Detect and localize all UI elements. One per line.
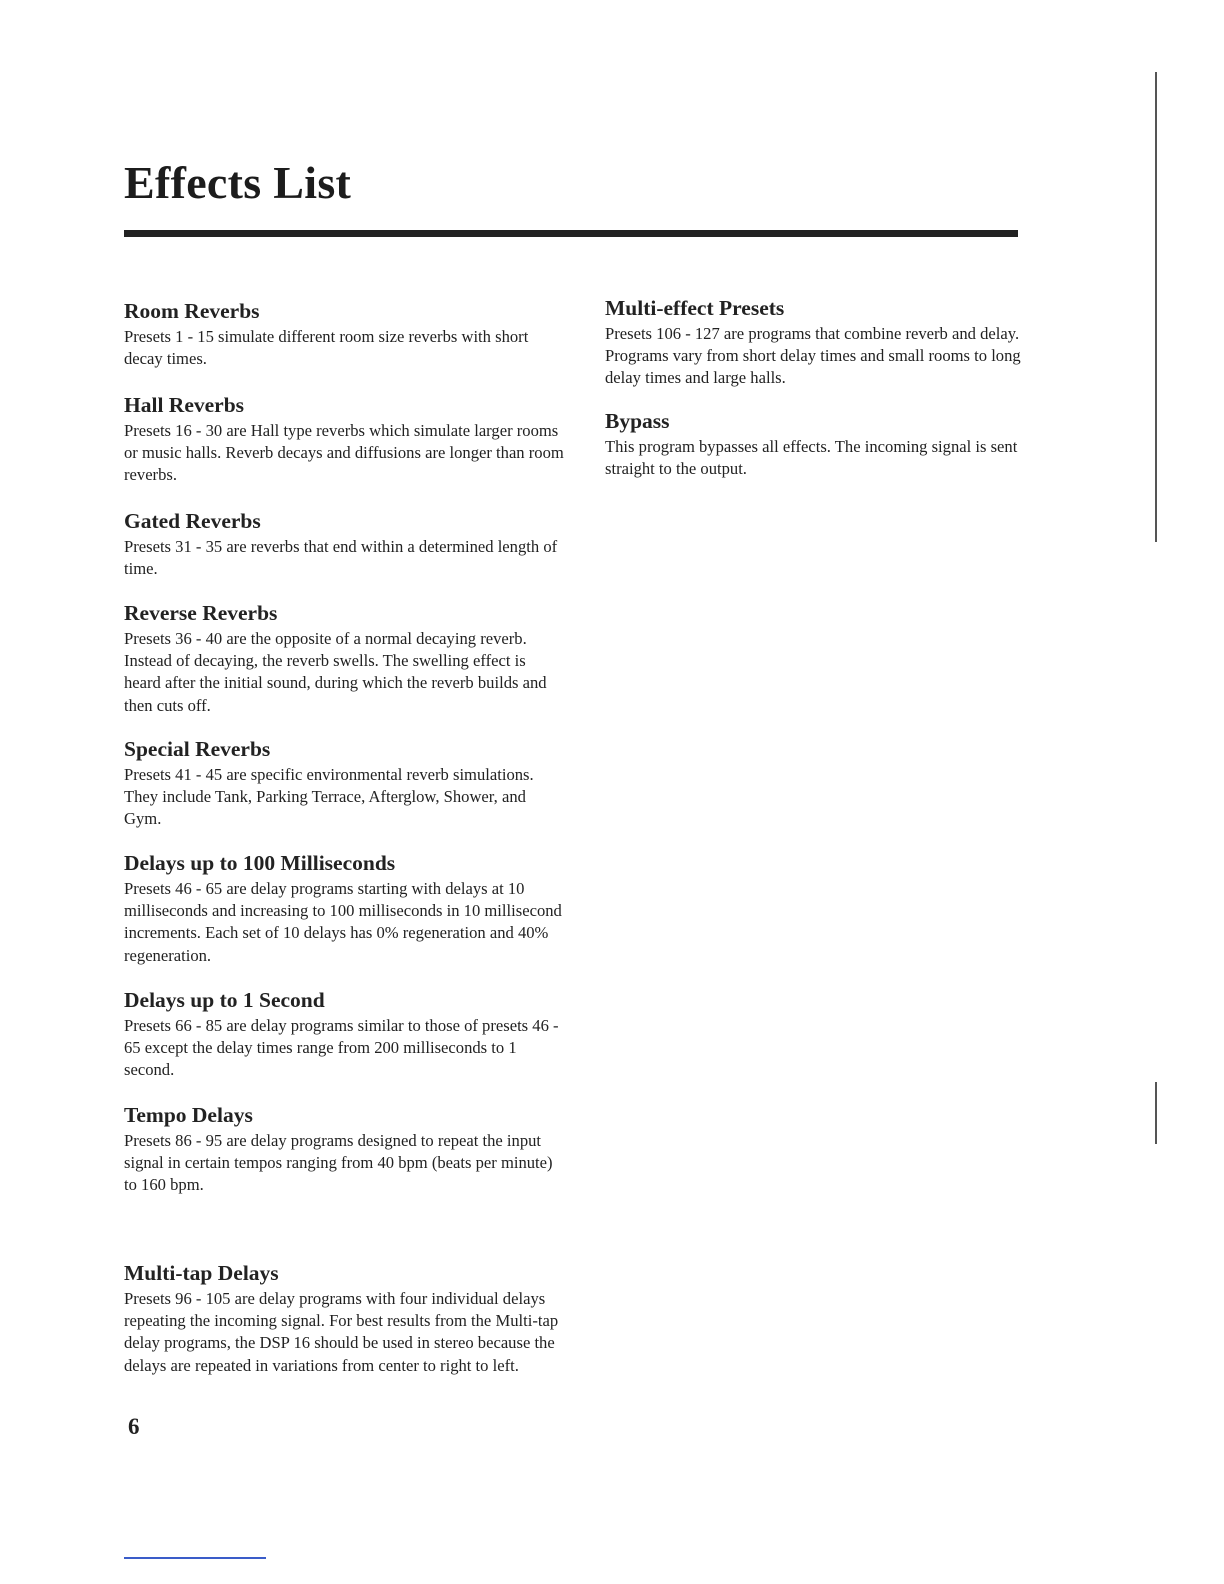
section-heading: Delays up to 1 Second — [124, 988, 325, 1012]
section-body: Presets 31 - 35 are reverbs that end within a determined length of time. — [124, 536, 558, 578]
section-heading: Bypass — [605, 409, 670, 433]
section-body: Presets 96 - 105 are delay programs with four individual delays repeating the incoming signal. For best results from the Multi-tap delay programs, the DSP 16 should be used in stereo because the delays are repeated in variations from center to right to left. — [124, 1288, 559, 1375]
section-body: Presets 46 - 65 are delay programs starting with delays at 10 milliseconds and increasing to 100 milliseconds in 10 millisecond increments. Each set of 10 delays has 0% regeneration and 40% regeneration. — [124, 878, 562, 965]
section-multi-effect-presets — [605, 297, 1025, 410]
section-body: Presets 41 - 45 are specific environmental reverb simulations. They include Tank, Parking Terrace, Afterglow, Shower, and Gym. — [124, 764, 534, 829]
footer-rule — [124, 1557, 266, 1559]
margin-line-top — [1155, 72, 1157, 542]
section-body: Presets 1 - 15 simulate different room size reverbs with short decay times. — [124, 326, 529, 368]
section-tempo-delays — [124, 1104, 564, 1262]
section-delays-1s — [124, 989, 564, 1104]
section-heading: Hall Reverbs — [124, 393, 245, 417]
page-title: Effects List — [124, 157, 352, 208]
section-body: Presets 86 - 95 are delay programs designed to repeat the input signal in certain tempos ranging from 40 bpm (beats per minute) to 160 bpm. — [124, 1130, 553, 1195]
section-special-reverbs — [124, 738, 564, 852]
section-body: Presets 106 - 127 are programs that combine reverb and delay. Programs vary from short delay times and small rooms to long delay times and large halls. — [605, 323, 1021, 388]
section-bypass — [605, 410, 1025, 480]
right-column — [605, 297, 1025, 480]
section-hall-reverbs — [124, 394, 564, 510]
title-rule — [124, 230, 1018, 237]
section-delays-100ms — [124, 852, 564, 989]
section-heading: Reverse Reverbs — [124, 601, 278, 625]
section-heading: Delays up to 100 Milliseconds — [124, 851, 396, 875]
section-body: Presets 66 - 85 are delay programs similar to those of presets 46 - 65 except the delay times range from 200 milliseconds to 1 second. — [124, 1015, 559, 1080]
page-number: 6 — [128, 1414, 140, 1439]
margin-line-bottom — [1155, 1082, 1157, 1144]
section-body: Presets 36 - 40 are the opposite of a normal decaying reverb. Instead of decaying, the reverb swells. The swelling effect is heard after the initial sound, during which the reverb builds and then cuts off. — [124, 628, 547, 715]
section-heading: Tempo Delays — [124, 1103, 253, 1127]
section-gated-reverbs — [124, 510, 564, 602]
section-heading: Multi-effect Presets — [605, 296, 785, 320]
section-heading: Gated Reverbs — [124, 509, 261, 533]
section-heading: Multi-tap Delays — [124, 1261, 279, 1285]
section-heading: Special Reverbs — [124, 737, 271, 761]
section-room-reverbs — [124, 300, 564, 394]
left-column — [124, 300, 564, 1377]
section-reverse-reverbs — [124, 602, 564, 738]
section-body: Presets 16 - 30 are Hall type reverbs which simulate larger rooms or music halls. Reverb decays and diffusions are longer than room reverbs. — [124, 420, 564, 485]
section-multi-tap-delays — [124, 1262, 564, 1377]
section-heading: Room Reverbs — [124, 299, 260, 323]
section-body: This program bypasses all effects. The incoming signal is sent straight to the output. — [605, 436, 1018, 478]
